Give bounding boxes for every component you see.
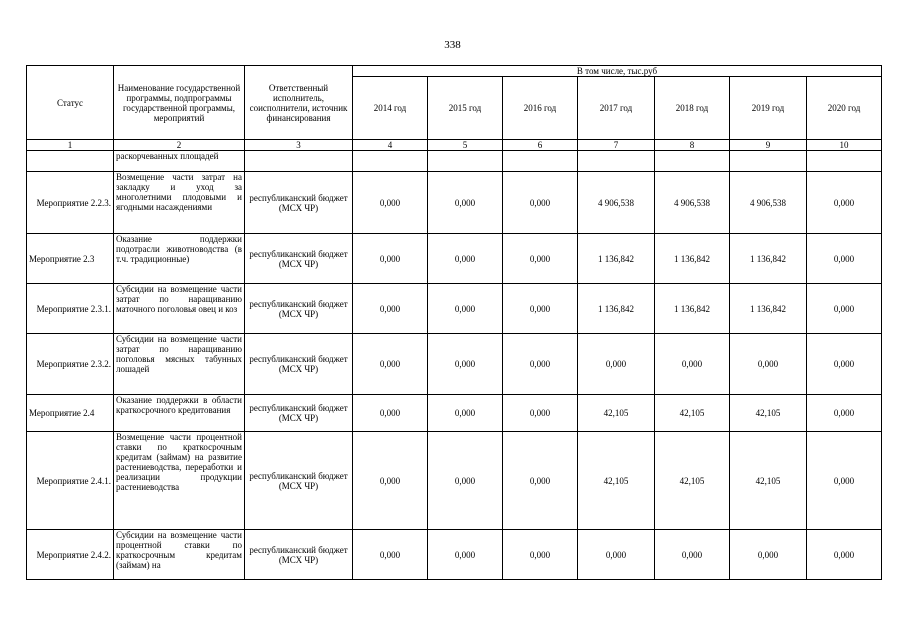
value-cell: 0,000 xyxy=(655,334,730,395)
value-cell: 0,000 xyxy=(578,530,655,580)
column-number: 2 xyxy=(114,140,245,151)
value-cell: 0,000 xyxy=(503,334,578,395)
value-cell: 42,105 xyxy=(578,432,655,530)
header-name: Наименование государственной программы, подпрограммы государственной программы, мероприятий xyxy=(114,66,245,140)
value-cell xyxy=(578,151,655,172)
budget-table xyxy=(26,65,882,580)
header-status: Статус xyxy=(27,66,114,140)
value-cell: 1 136,842 xyxy=(578,234,655,284)
table-row xyxy=(27,432,882,530)
name-cell: Оказание поддержки в области краткосрочного кредитования xyxy=(114,395,245,432)
value-cell: 0,000 xyxy=(503,172,578,234)
column-number: 5 xyxy=(428,140,503,151)
column-number: 3 xyxy=(245,140,353,151)
table-row xyxy=(27,172,882,234)
value-cell: 0,000 xyxy=(730,334,807,395)
value-cell: 0,000 xyxy=(353,234,428,284)
value-cell: 0,000 xyxy=(655,530,730,580)
value-cell: 0,000 xyxy=(503,530,578,580)
value-cell: 1 136,842 xyxy=(655,284,730,334)
value-cell: 0,000 xyxy=(353,334,428,395)
header-year: 2019 год xyxy=(730,77,807,140)
executor-cell: республиканский бюджет (МСХ ЧР) xyxy=(245,334,353,395)
value-cell: 0,000 xyxy=(503,284,578,334)
column-number: 4 xyxy=(353,140,428,151)
header-year: 2016 год xyxy=(503,77,578,140)
value-cell: 0,000 xyxy=(730,530,807,580)
value-cell: 1 136,842 xyxy=(730,234,807,284)
value-cell: 42,105 xyxy=(655,395,730,432)
value-cell: 42,105 xyxy=(578,395,655,432)
executor-cell: республиканский бюджет (МСХ ЧР) xyxy=(245,395,353,432)
value-cell xyxy=(730,151,807,172)
value-cell: 0,000 xyxy=(807,334,882,395)
status-cell: Мероприятие 2.3.2. xyxy=(27,334,114,395)
name-cell: Субсидии на возмещение части затрат по наращиванию маточного поголовья овец и коз xyxy=(114,284,245,334)
value-cell: 42,105 xyxy=(655,432,730,530)
table-row xyxy=(27,284,882,334)
value-cell: 4 906,538 xyxy=(730,172,807,234)
column-number: 10 xyxy=(807,140,882,151)
value-cell: 0,000 xyxy=(353,284,428,334)
header-row xyxy=(27,66,882,77)
value-cell: 0,000 xyxy=(807,530,882,580)
value-cell xyxy=(428,151,503,172)
value-cell: 0,000 xyxy=(807,395,882,432)
value-cell: 1 136,842 xyxy=(655,234,730,284)
executor-cell: республиканский бюджет (МСХ ЧР) xyxy=(245,234,353,284)
table-row xyxy=(27,334,882,395)
column-number: 6 xyxy=(503,140,578,151)
column-number: 1 xyxy=(27,140,114,151)
header-executor: Ответственный исполнитель, соисполнители, источник финансирования xyxy=(245,66,353,140)
column-number: 9 xyxy=(730,140,807,151)
status-cell: Мероприятие 2.4 xyxy=(27,395,114,432)
value-cell: 0,000 xyxy=(807,284,882,334)
status-cell: Мероприятие 2.2.3. xyxy=(27,172,114,234)
name-cell: Субсидии на возмещение части процентной ставки по краткосрочным кредитам (займам) на xyxy=(114,530,245,580)
executor-cell xyxy=(245,151,353,172)
value-cell: 0,000 xyxy=(428,334,503,395)
value-cell xyxy=(807,151,882,172)
header-year: 2018 год xyxy=(655,77,730,140)
name-cell: Субсидии на возмещение части затрат по наращиванию поголовья мясных табунных лошадей xyxy=(114,334,245,395)
name-cell: Возмещение части процентной ставки по краткосрочным кредитам (займам) на развитие растениеводства, переработки и реализации продукции растениеводства xyxy=(114,432,245,530)
column-number: 8 xyxy=(655,140,730,151)
value-cell: 42,105 xyxy=(730,432,807,530)
column-number-row xyxy=(27,140,882,151)
status-cell xyxy=(27,151,114,172)
header-year: 2020 год xyxy=(807,77,882,140)
status-cell: Мероприятие 2.3 xyxy=(27,234,114,284)
value-cell: 0,000 xyxy=(428,530,503,580)
header-group: В том числе, тыс.руб xyxy=(353,66,882,77)
value-cell: 4 906,538 xyxy=(655,172,730,234)
page-number: 338 xyxy=(444,39,461,51)
value-cell: 0,000 xyxy=(353,395,428,432)
name-cell: Возмещение части затрат на закладку и уход за многолетними плодовыми и ягодными насаждениями xyxy=(114,172,245,234)
value-cell xyxy=(655,151,730,172)
value-cell: 0,000 xyxy=(503,234,578,284)
name-cell: раскорчеванных площадей xyxy=(114,151,245,172)
value-cell: 0,000 xyxy=(353,172,428,234)
status-cell: Мероприятие 2.3.1. xyxy=(27,284,114,334)
value-cell xyxy=(353,151,428,172)
value-cell: 0,000 xyxy=(578,334,655,395)
value-cell: 0,000 xyxy=(428,172,503,234)
value-cell: 1 136,842 xyxy=(578,284,655,334)
header-year: 2014 год xyxy=(353,77,428,140)
value-cell: 0,000 xyxy=(428,432,503,530)
executor-cell: республиканский бюджет (МСХ ЧР) xyxy=(245,530,353,580)
column-number: 7 xyxy=(578,140,655,151)
executor-cell: республиканский бюджет (МСХ ЧР) xyxy=(245,284,353,334)
table-row xyxy=(27,234,882,284)
value-cell: 0,000 xyxy=(428,234,503,284)
status-cell: Мероприятие 2.4.1. xyxy=(27,432,114,530)
value-cell: 0,000 xyxy=(807,432,882,530)
value-cell: 0,000 xyxy=(807,234,882,284)
status-cell: Мероприятие 2.4.2. xyxy=(27,530,114,580)
value-cell: 0,000 xyxy=(807,172,882,234)
value-cell xyxy=(503,151,578,172)
table-row xyxy=(27,530,882,580)
header-year: 2015 год xyxy=(428,77,503,140)
value-cell: 0,000 xyxy=(503,432,578,530)
value-cell: 0,000 xyxy=(428,284,503,334)
value-cell: 0,000 xyxy=(353,530,428,580)
header-year: 2017 год xyxy=(578,77,655,140)
executor-cell: республиканский бюджет (МСХ ЧР) xyxy=(245,172,353,234)
continuation-row xyxy=(27,151,882,172)
value-cell: 0,000 xyxy=(428,395,503,432)
name-cell: Оказание поддержки подотрасли животноводства (в т.ч. традиционные) xyxy=(114,234,245,284)
value-cell: 4 906,538 xyxy=(578,172,655,234)
table-row xyxy=(27,395,882,432)
value-cell: 0,000 xyxy=(503,395,578,432)
value-cell: 0,000 xyxy=(353,432,428,530)
executor-cell: республиканский бюджет (МСХ ЧР) xyxy=(245,432,353,530)
value-cell: 42,105 xyxy=(730,395,807,432)
value-cell: 1 136,842 xyxy=(730,284,807,334)
